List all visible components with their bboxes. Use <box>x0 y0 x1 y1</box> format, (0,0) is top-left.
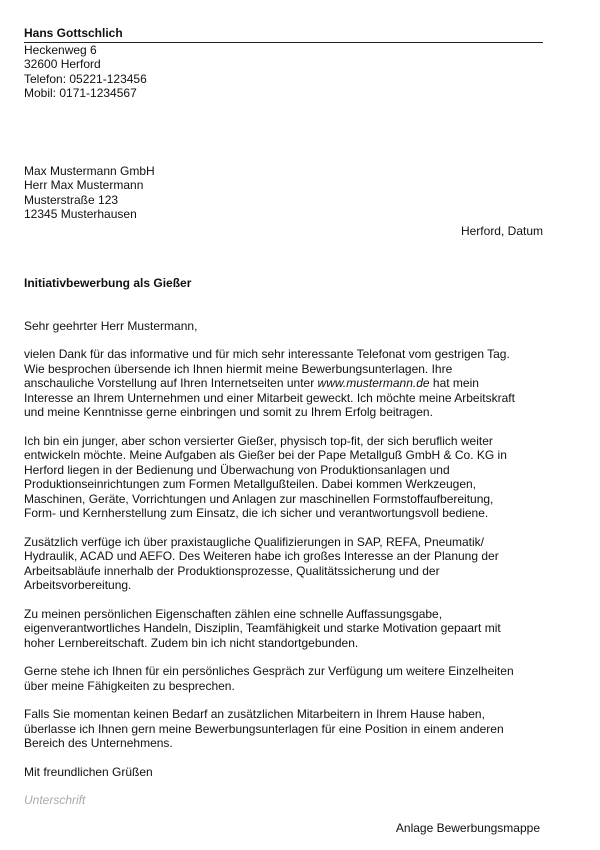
body-line: Maschinen, Geräte, Vorrichtungen und Anlagen zur maschinellen Formstoffaufbereitung, <box>24 491 494 506</box>
paragraph-personal <box>24 607 544 651</box>
sender-street: Heckenweg 6 <box>24 42 97 57</box>
body-line: Produktionseinrichtungen zum Formen Metallgußteilen. Dabei kommen Werkzeugen, <box>24 477 476 491</box>
body-line: Falls Sie momentan keinen Bedarf an zusätzlichen Mitarbeitern in Ihrem Hause haben, <box>24 707 485 721</box>
body-line: entwickeln möchte. Meine Aufgaben als Gießer bei der Pape Metallguß GmbH & Co. KG in <box>24 448 507 462</box>
recipient-person: Herr Max Mustermann <box>24 178 144 192</box>
body-line: Arbeitsvorbereitung. <box>24 578 132 592</box>
sender-address <box>24 43 544 101</box>
recipient-address <box>24 164 544 222</box>
body-line: Gerne stehe ich Ihnen für ein persönliches Gespräch zur Verfügung um weitere Einzelheiten <box>24 664 514 678</box>
body-line: Zu meinen persönlichen Eigenschaften zählen eine schnelle Auffassungsgabe, <box>24 606 443 621</box>
sender-name: Hans Gottschlich <box>24 26 543 43</box>
sender-mobile: Mobil: 0171-1234567 <box>24 86 137 100</box>
body-line: Herford liegen in der Bedienung und Überwachung von Produktionsanlagen und <box>24 462 450 477</box>
body-line: hoher Lernbereitschaft. Zudem bin ich nicht standortgebunden. <box>24 635 359 650</box>
paragraph-fallback <box>24 707 544 751</box>
body-line: eigenverantwortliches Handeln, Disziplin, Teamfähigkeit und starke Motivation gepaart mit <box>24 621 501 635</box>
body-line: Bereich des Unternehmens. <box>24 736 173 750</box>
salutation: Sehr geehrter Herr Mustermann, <box>24 318 198 333</box>
body-line: Form- und Kernherstellung zum Einsatz, die ich sicher und verantwortungsvoll bediene. <box>24 506 489 520</box>
signature-placeholder: Unterschrift <box>24 793 86 807</box>
enclosure-note: Anlage Bewerbungsmappe <box>395 820 540 835</box>
website-link: www.mustermann.de <box>317 376 430 390</box>
recipient-company: Max Mustermann GmbH <box>24 163 155 178</box>
paragraph-experience <box>24 434 544 521</box>
sender-city: 32600 Herford <box>24 57 101 71</box>
closing: Mit freundlichen Grüßen <box>24 764 153 779</box>
body-line <box>24 376 544 391</box>
body-text: hat mein <box>429 376 479 390</box>
body-line: Hydraulik, ACAD und AEFO. Des Weiteren habe ich großes Interesse an der Planung der <box>24 549 499 563</box>
body-line: Zusätzlich verfüge ich über praxistaugliche Qualifizierungen in SAP, REFA, Pneumatik/ <box>24 534 485 549</box>
body-line: Wie besprochen übersende ich Ihnen hiermit meine Bewerbungsunterlagen. Ihre <box>24 361 453 376</box>
body-text: anschauliche Vorstellung auf Ihren Internetseiten unter <box>24 376 318 390</box>
body-line: vielen Dank für das informative und für mich sehr interessante Telefonat vom gestrigen Tag. <box>24 347 510 361</box>
recipient-city: 12345 Musterhausen <box>24 207 137 221</box>
body-line: überlasse ich Ihnen gern meine Bewerbungsunterlagen für eine Position in einem anderen <box>24 721 504 736</box>
recipient-street: Musterstraße 123 <box>24 192 119 207</box>
subject-line: Initiativbewerbung als Gießer <box>24 276 192 290</box>
sender-phone: Telefon: 05221-123456 <box>24 71 147 86</box>
date-line: Herford, Datum <box>460 223 543 238</box>
paragraph-intro <box>24 347 544 420</box>
body-line: Interesse an Ihrem Unternehmen und einer Mitarbeit geweckt. Ich möchte meine Arbeitskraft <box>24 390 515 405</box>
body-line: über meine Fähigkeiten zu besprechen. <box>24 678 235 693</box>
body-line: und meine Kenntnisse gerne einbringen und somit zu Ihrem Erfolg beitragen. <box>24 405 433 419</box>
letter-page <box>24 26 544 835</box>
paragraph-qualifications <box>24 535 544 593</box>
body-line: Arbeitsabläufe innerhalb der Produktionsprozesse, Qualitätssicherung und der <box>24 563 440 578</box>
paragraph-interview <box>24 664 544 693</box>
body-line: Ich bin ein junger, aber schon versierter Gießer, physisch top-fit, der sich beruflich weiter <box>24 433 493 448</box>
